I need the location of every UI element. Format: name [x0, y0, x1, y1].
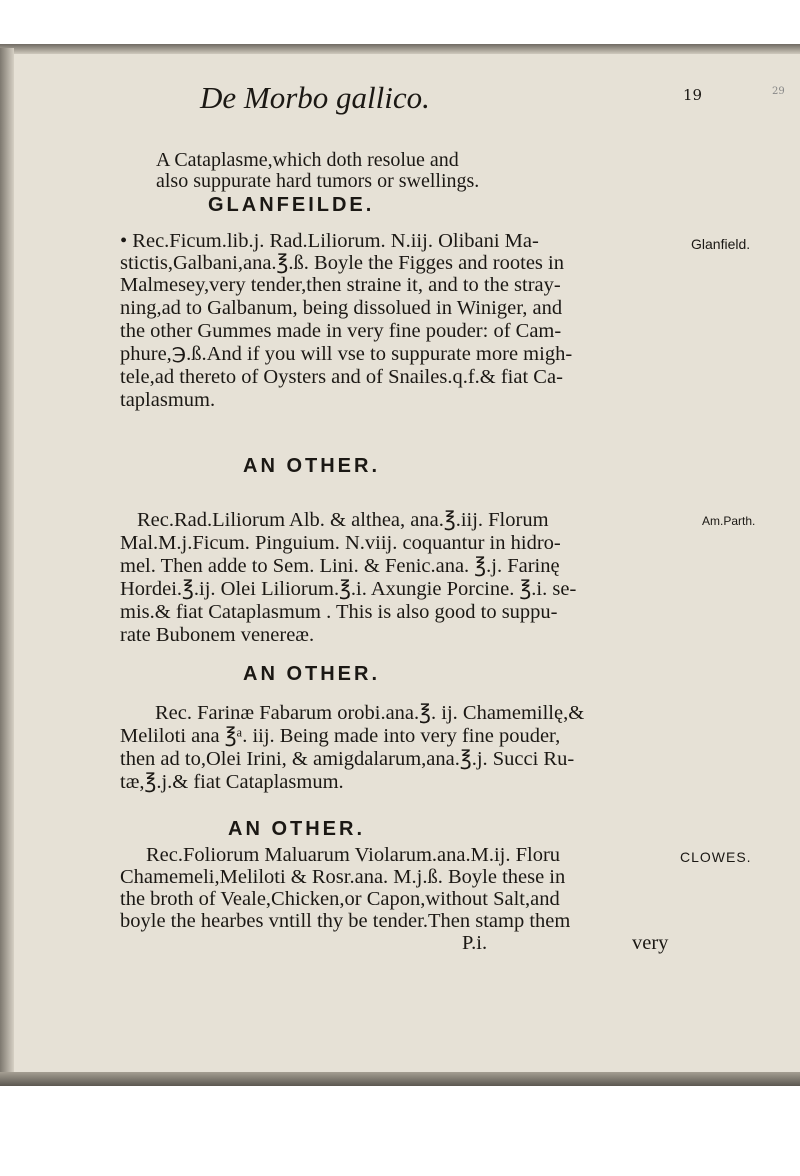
- heading-line-2: also suppurate hard tumors or swellings.: [156, 170, 480, 192]
- text-line: Hordei.℥.ij. Olei Liliorum.℥.i. Axungie Porcine. ℥.i. se-: [120, 578, 577, 600]
- text-line: ning,ad to Galbanum, being dissolued in Winiger, and: [120, 297, 563, 319]
- page-bottom-edge: [0, 1072, 800, 1086]
- text-line: • Rec.Ficum.lib.j. Rad.Liliorum. N.iij. Olibani Ma-: [120, 230, 539, 252]
- sidenote-am-parth: Am.Parth.: [702, 514, 756, 528]
- text-line: Rec. Farinæ Fabarum orobi.ana.℥. ij. Chamemillę,&: [155, 702, 585, 724]
- text-line: tæ,℥.j.& fiat Cataplasmum.: [120, 771, 344, 793]
- text-line: tele,ad thereto of Oysters and of Snailes.q.f.& fiat Ca-: [120, 366, 563, 388]
- section-heading: AN OTHER.: [243, 455, 380, 477]
- text-line: then ad to,Olei Irini, & amigdalarum,ana.℥.j. Succi Ru-: [120, 748, 575, 770]
- text-line: mel. Then adde to Sem. Lini. & Fenic.ana. ℥.j. Farinę: [120, 555, 560, 577]
- text-line: Chamemeli,Meliloti & Rosr.ana. M.j.ß. Boyle these in: [120, 866, 566, 888]
- section-heading: AN OTHER.: [228, 818, 365, 840]
- binding-gutter: [0, 48, 14, 1078]
- text-line: mis.& fiat Cataplasmum . This is also good to suppu-: [120, 601, 558, 623]
- corner-mark: 29: [772, 86, 785, 97]
- text-line: Meliloti ana ℥ᵃ. iij. Being made into very fine pouder,: [120, 725, 561, 747]
- section-heading: AN OTHER.: [243, 663, 380, 685]
- heading-line-1: A Cataplasme,which doth resolue and: [156, 149, 459, 171]
- signature-mark: P.i.: [462, 932, 488, 954]
- text-line: boyle the hearbes vntill thy be tender.Then stamp them: [120, 910, 571, 932]
- sidenote-clowes: CLOWES.: [680, 849, 752, 865]
- text-line: rate Bubonem venereæ.: [120, 624, 315, 646]
- text-line: the broth of Veale,Chicken,or Capon,without Salt,and: [120, 888, 560, 910]
- catchword: very: [632, 932, 669, 954]
- text-line: Rec.Rad.Liliorum Alb. & althea, ana.℥.iij. Florum: [137, 509, 549, 531]
- folio-number: 19: [683, 86, 703, 104]
- text-line: Malmesey,very tender,then straine it, and to the stray-: [120, 274, 561, 296]
- sidenote-glanfield: Glanfield.: [691, 236, 751, 252]
- text-line: the other Gummes made in very fine pouder: of Cam-: [120, 320, 562, 342]
- text-line: Mal.M.j.Ficum. Pinguium. N.viij. coquantur in hidro-: [120, 532, 561, 554]
- page-top-shadow: [0, 44, 800, 54]
- author-heading: GLANFEILDE.: [208, 194, 375, 216]
- text-line: stictis,Galbani,ana.℥.ß. Boyle the Figges and rootes in: [120, 252, 564, 274]
- top-margin: [0, 0, 800, 46]
- text-line: phure,℈.ß.And if you will vse to suppurate more migh-: [120, 343, 573, 365]
- text-line: Rec.Foliorum Maluarum Violarum.ana.M.ij. Floru: [146, 844, 561, 866]
- text-line: taplasmum.: [120, 389, 216, 411]
- running-head: De Morbo gallico.: [200, 80, 430, 115]
